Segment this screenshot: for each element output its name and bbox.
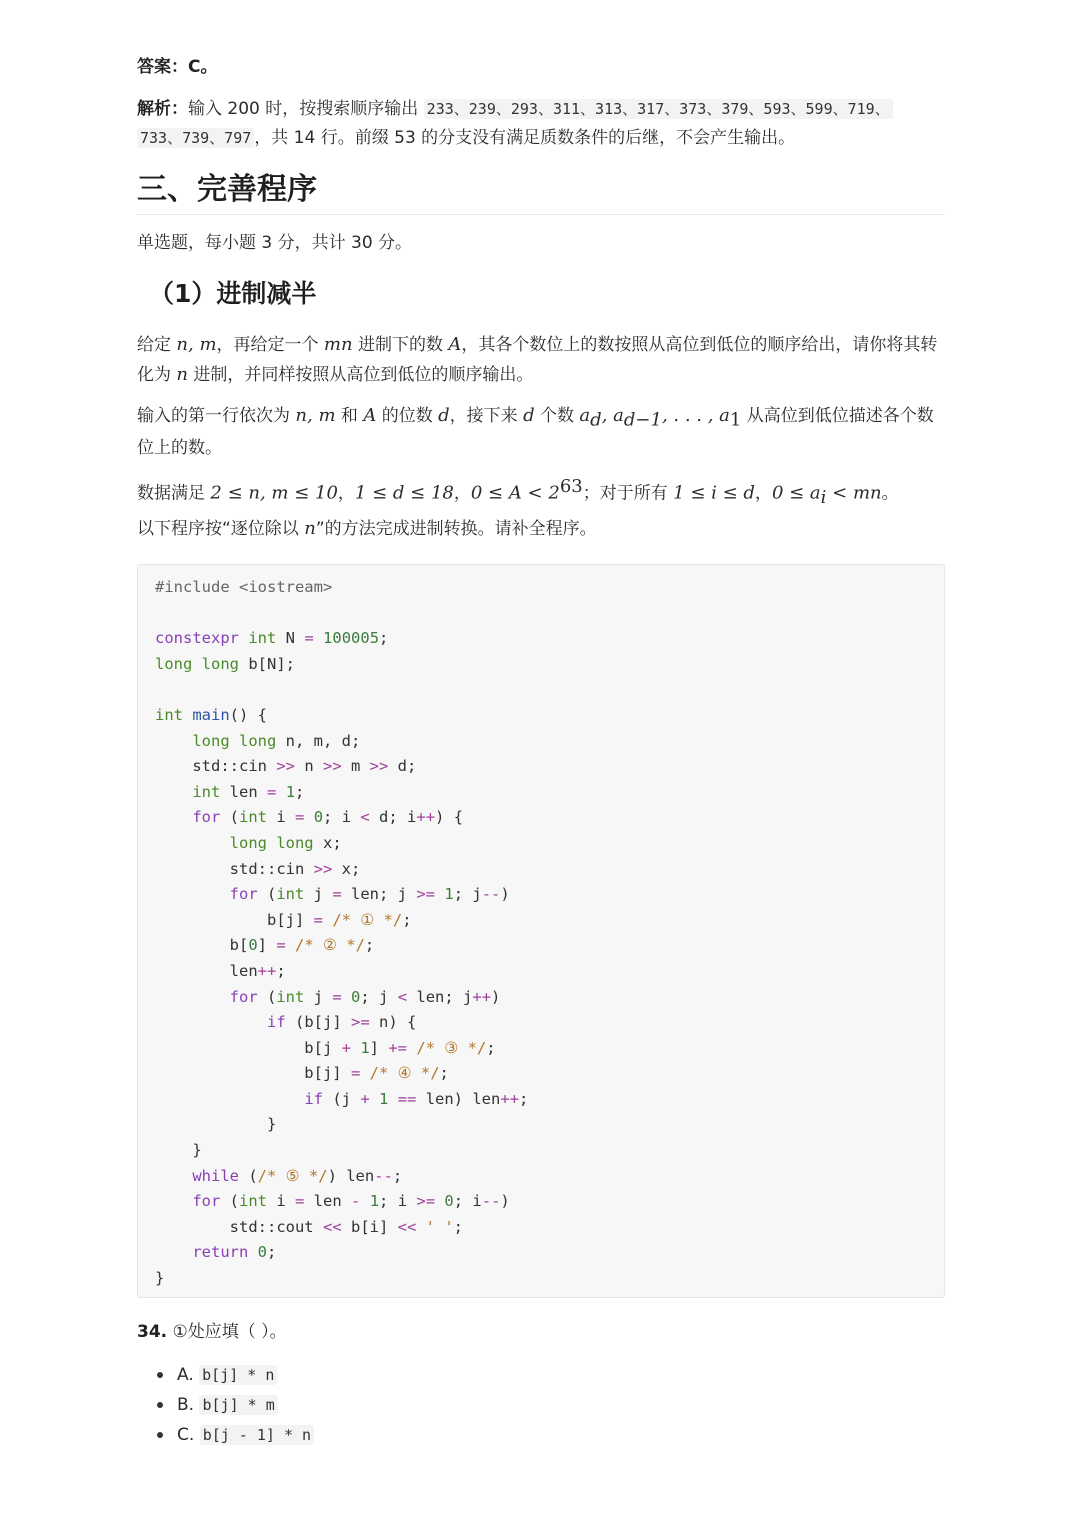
question-text: ①处应填（ ）。 <box>167 1322 287 1342</box>
answer-line <box>137 53 217 82</box>
constraints: 数据满足 2 ≤ n, m ≤ 10，1 ≤ d ≤ 18，$0 \le A < 2^{63}$；对于所有 1 ≤ i ≤ d，$0 \le a_i$ < mn。 <box>137 476 899 509</box>
code-block <box>137 564 945 1298</box>
option-c-code: b[j - 1] * n <box>200 1425 314 1445</box>
analysis-code-primes: 233、239、293、311、313、317、373、379、593、599、719、 <box>424 99 893 119</box>
task-instruction: 以下程序按“逐位除以 n”的方法完成进制转换。请补全程序。 <box>137 518 597 539</box>
question-number: 34. <box>137 1322 168 1342</box>
analysis-text: 输入 200 时，按搜索顺序输出 <box>188 99 424 119</box>
input-description: 输入的第一行依次为 n, m 和 A 的位数 d，接下来 d 个数 $a_d$, $a_{d-1}$, . . . , $a_1$ 从高位到低位描述各个数位上的数。 <box>137 405 934 459</box>
option-b-code: b[j] * m <box>199 1395 277 1415</box>
section-intro: 单选题，每小题 3 分，共计 30 分。 <box>137 233 413 253</box>
question-34 <box>137 1318 287 1347</box>
analysis-paragraph <box>137 95 945 153</box>
answer-label: 答案： <box>137 57 188 77</box>
analysis-text-end: ，共 14 行。前缀 53 的分支没有满足质数条件的后继，不会产生输出。 <box>254 128 796 148</box>
subsection-title: （1）进制减半 <box>149 279 317 308</box>
code-listing: #include <iostream> constexpr int N = 100005; long long b[N]; int main() { long long n, m, d; std::cin >> n >> m >> d; int len = 1; for (int i = 0; i < d; i++) { long long x; std::cin >> x; for (int j = len; j >= 1; j--) b[j] = /* ① */; b[0] = /* ② */; len++; for (int j = 0; j < len; j++) if (b[j] >= n) { b[j + 1] += /* ③ */; b[j] = /* ④ */; if (j + 1 == len) len++; } } while (/* ⑤ */) len--; for (int i = len - 1; i >= 0; i--) std::cout << b[i] << ' '; return 0; } <box>155 578 529 1288</box>
problem-statement: 给定 n, m，再给定一个 mn 进制下的数 A，其各个数位上的数按照从高位到低位的顺序给出，请你将其转化为 n 进制，并同样按照从高位到低位的顺序输出。 <box>137 334 938 385</box>
analysis-label: 解析： <box>137 99 188 119</box>
option-a[interactable]: A. b[j] * n <box>155 1360 314 1390</box>
option-a-code: b[j] * n <box>199 1365 277 1385</box>
option-c[interactable]: C. b[j - 1] * n <box>155 1420 314 1450</box>
answer-options <box>155 1360 314 1450</box>
answer-value: C。 <box>188 57 218 77</box>
analysis-code-primes-cont: 733、739、797 <box>137 128 254 148</box>
option-b[interactable]: B. b[j] * m <box>155 1390 314 1420</box>
section-title: 三、完善程序 <box>137 170 945 215</box>
